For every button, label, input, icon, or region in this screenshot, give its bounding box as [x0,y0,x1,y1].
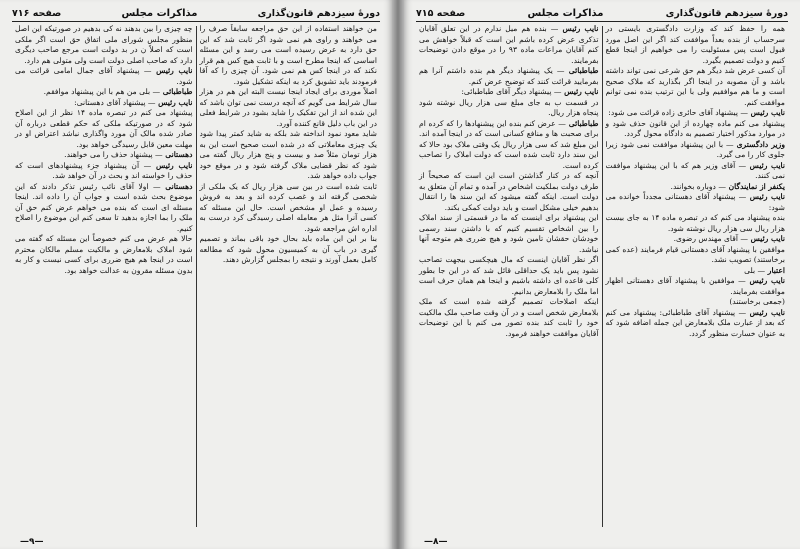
paragraph [15,108,193,150]
paragraph [15,24,193,66]
paragraph [15,182,193,235]
speaker-name: طباطبائی [565,118,599,128]
paragraph [419,171,599,213]
paragraph [606,161,786,182]
column-divider [196,26,197,527]
page-header [416,8,788,22]
speaker-name: یکنفر از نمایندگان [725,181,785,191]
text-columns [416,24,788,529]
page-folio: —۸— [424,537,448,547]
speaker-name: نایب رئیس [151,160,193,170]
paragraph [419,24,599,66]
paragraph-text: در قسمت ب به جای مبلغ سی هزار ریال نوشته شود پنجاه هزار ریال. [419,97,599,117]
paragraph-text: — یک پیشنهاد دیگر هم بنده داشتم آنرا هم بفرمایید قرائت کنند که توضیح عرض کنم. [419,66,599,86]
header-volume: دورهٔ سیزدهم قانون‌گذاری [257,8,380,19]
page-folio: —۹— [20,537,44,547]
paragraph-text: ثابت شده است در بین سی هزار ریال که یک ملکی از شخصی گرفته اند و غصب کرده اند و بعد به فروش رسیده و عمل او مشخص است. حال این مسئله که کسی آنرا مثل هر معامله اصلی رسیدگی کرد درست به اداره اش مراجعه شود. [199,181,377,233]
speaker-name: وزیر دادگستری [733,139,785,149]
column-left [416,24,602,529]
page-number: صفحه ۷۱۵ [416,8,466,19]
paragraph-text: — پیشنهاد آقای جمال امامی قرائت می شود. [15,66,193,86]
paragraph-text: — آقای وزیر هم که با این پیشنهاد موافقت نمی کنند. [605,160,785,180]
speaker-name: نایب رئیس [746,192,785,201]
paragraph-text: اگر نظر آقایان اینست که مال هیچکسی بیجهت تصاحب نشود پس باید یک حداقلی قائل شد که در این جا بطور کلی قاعده ای داشته باشیم و اینجا هم همان حرف است اما ملک را بلامعارض بدانیم. [419,255,599,296]
paragraph [15,150,193,161]
paragraph [15,87,193,98]
paragraph-text: (جمعی برخاستند) [729,297,785,306]
paragraph-text: حالا هم عرض می کنم خصوصاً این مسئله که گفته می شود املاک بلامعارض و مالکیت مسلم مالکان محترم است در اینجا هم هیچ ضرری برای کسی نیست و کار به بدون مسئله مقرون به عدالت خواهد بود. [15,234,193,275]
speaker-name: اعتبار [765,265,785,275]
paragraph-text: — آن پیشنهاد جزء پیشنهادهای است که حذف را خواسته اند و بحث در آن خواهد شد. [15,160,193,180]
paragraph-text: همه را حفظ کند که وزارت دادگستری بایستی در سرحساب از بنده بعداً موافقت کند اگر این اصل مورد قبول است پس مسئولیت را می خواهیم از اینجا قطع کنیم و دولت تصمیم بگیرد. [605,24,785,65]
paragraph [606,140,786,161]
paragraph-text: آن کسی عرض شد دیگر هم حق شرعی نمی تواند داشته باشد و آن مصوبه در اینجا اگر بگذارید که ملاک صحیح است و ما هم موافقیم ولی با این ترتیب بنده نمی توانم موافقت کنم. [605,66,785,107]
speaker-name: نایب رئیس [561,87,599,96]
page-header [12,8,380,22]
paragraph-text: من خواهند استفاده از این حق مراجعه سابقاً صرف را می خواهند و راوی هم نمی شود اگر ثابت شد که این حق دارد به عرض رسیده است می رسد و این مسئله اساسی که اینجا مطرح است و با ثابت هیچ کس هم قرار نکند که در اینجا کس هم نمی شود. آن چیزی را که آقا فرمودند باید تشویق کرد به اینکه تشکیل شود. [199,24,377,86]
paragraph [606,276,786,297]
speaker-name: نایب رئیس [745,276,786,285]
paragraph-text: پیشنهاد می کنم در تبصره ماده ۱۴ نظر از این اصلاح شود که در صورتیکه ملکی که حکم قطعی درباره آن صادر شده مالک آن مورد واگذاری نباشد اعتراض او در مهلت معین قابل رسیدگی خواهد بود. [15,108,193,149]
paragraph-text: — پیشنهاد آقای طباطبائی: پیشنهاد می کنم که بعد از عبارت ملک بلامعارض این جمله اضافه شود که به عنوان خسارت منظور گردد. [605,307,785,338]
paragraph [200,182,378,235]
paragraph-text: پیشنهاد می کنم ماده چهارده از این قانون حذف شود و در موارد مذکور اختیار تصمیم به دادگاه محول گردد. [605,118,785,138]
paragraph-text: — بلی من هم با این پیشنهاد موافقم. [43,87,161,96]
paragraph-text: شاید معود نمود انداخته شد بلکه به شاید کمتر پیدا شود یک چیزی معاملاتی که در شده است صحیح است این به هزار تومان مثلاً صد و بیست و پنج هزار ریال گفته می شود که نظر قضایی ملاک گرفته شود و در موقع خود جواب داده خواهد شد. [199,129,377,180]
paragraph-text: اصلاً موردی برای ایجاد اینجا نیست البته این هم در هزار سال شرایط می گویم که آنچه درست نمی توان باشد که این شده اند از این تفکیک را شاید بشود در شرایط فعلی در این باب دلیل قانع کننده آورد. [199,87,377,128]
paragraph-text: — عرض کنم بنده این پیشنهادها را که کرده ام برای صحبت ها و منافع کسانی است که در اینجا آمده اند. این مبلغ شد که سی هزار ریال یک وقتی ملاک بود حالا که این سند دارد ثابت شده است که دولت املاک را تصاحب کرده است. [419,118,599,170]
paragraph [15,161,193,182]
speaker-name: نایب رئیس [155,97,193,107]
left-page [0,0,392,549]
paragraph-text: — پیشنهاد آقای دهستانی مجدداً خوانده می شود: [605,192,785,212]
paragraph [606,213,786,234]
paragraph [200,24,378,87]
speaker-name: نایب رئیس [747,108,785,117]
column-divider [602,26,603,527]
column-left [12,24,196,529]
paragraph [419,98,599,119]
header-title: مذاکرات مجلس [121,8,198,19]
paragraph-text: این پیشنهاد برای اینست که ما در قسمتی از سند املاک را بین اشخاص تقسیم کنیم که با داشتن سند رسمی خودشان حقشان تامین شود و هیچ ضرری هم متوجه آنها نباشد. [419,213,599,254]
paragraph [606,266,786,277]
paragraph [419,119,599,172]
text-columns [12,24,380,529]
column-right [197,24,381,529]
speaker-name: دهستانی [160,181,193,191]
page-number: صفحه ۷۱۶ [12,8,62,19]
speaker-name: نایب رئیس [746,307,785,317]
paragraph [200,234,378,266]
paragraph-text: — دوباره بخوانند. [670,181,726,191]
paragraph-text: — اولا آقای نائب رئیس تذکر دادند که این موضوع بحث شده است و جواب آن را داده اند. اینجا مسئله ای است که بنده می خواهم عرض کنم حق آن ملک را بما اجازه بدهید تا سعی کنم این موضوع را اصلاح کنیم. [15,181,193,233]
paragraph [606,108,786,119]
paragraph [606,234,786,245]
paragraph-text: بنده پیشنهاد می کنم که در تبصره ماده ۱۴ به جای بیست هزار ریال سی هزار ریال نوشته شود. [605,213,785,233]
paragraph-text: — پیشنهاد دیگر آقای طباطبائی: [461,87,562,96]
paragraph [419,213,599,255]
paragraph-text: اینکه اصلاحات تصمیم گرفته شده است که ملک بلامعارض شخص است و در آن وقت صاحب ملک مالکیت خود را ثابت کند بنده تصور می کنم با این توضیحات آقایان موافقت خواهند فرمود. [419,297,599,338]
paragraph [606,182,786,193]
header-title: مذاکرات مجلس [527,8,604,19]
paragraph [15,98,193,109]
paragraph-text: بنا بر این این ماده باید بحال خود باقی بماند و تصمیم گیری در باب آن به کمیسیون محول شود که مطالعه کامل بعمل آورند و نتیجه را بمجلس گزارش دهند. [199,234,377,264]
paragraph-text: موافقین با پیشنهاد آقای دهستانی قیام فرمایند (عده کمی برخاستند) تصویب نشد. [605,244,785,264]
paragraph [606,66,786,108]
column-right [603,24,789,529]
paragraph [419,87,599,98]
speaker-name: طباطبائی [160,87,193,96]
paragraph [606,308,786,340]
paragraph [606,245,786,266]
paragraph [606,119,786,140]
paragraph [15,66,193,87]
paragraph [419,255,599,297]
paragraph-text: — بلی [744,265,766,275]
paragraph-text: چه چیزی را بین بدهند نه کی بدهیم در صورتیکه این اصل منظور مجلس شورای ملی اتفاق حق است اگر ملکی است که اصلاً ن در بد دولت است مرجع صاحب دیگری دارد که صاحب اصلی دولت است ولی متولی هم دارد. [15,24,193,65]
paragraph-text: — با این پیشنهاد موافقت نمی شود زیرا جلوی کار را می گیرد. [605,139,785,159]
paragraph-text: — پیشنهاد آقای حائری زاده قرائت می شود: [608,108,748,117]
paragraph [15,234,193,276]
paragraph [200,87,378,129]
paragraph-text: — پیشنهاد آقای دهستانی: [74,97,156,107]
speaker-name: دهستانی [162,150,193,159]
header-volume: دورهٔ سیزدهم قانون‌گذاری [665,8,788,19]
paragraph-text: — موافقین با پیشنهاد آقای دهستانی اظهار موافقت بفرمایند. [605,276,785,296]
paragraph [606,24,786,66]
speaker-name: نایب رئیس [151,66,193,75]
paragraph [419,297,599,339]
paragraph-text: — بنده هم میل ندارم در این تعلق آقایان تذکری عرض کرده باشم این است که قبلاً خواهش می کنم آقایان مراعات ماده ۹۳ را در موقع دادن توضیحات بفرمایند. [419,24,599,65]
speaker-name: نایب رئیس [558,24,599,33]
paragraph-text: — پیشنهاد حذف را می خواهند. [64,150,163,159]
paragraph-text: آنچه که در کنار گذاشتن است این است که صحیحاً از طرف دولت بملکیت اشخاص در آمده و تمام آن متعلق به دولت است. اینکه گفته میشود که این سند ها را انتقال بدهیم خیلی مشکل است و باید دولت کمکی بکند. [419,171,599,212]
speaker-name: نایب رئیس [746,160,785,170]
book-gutter [392,0,404,549]
paragraph [606,297,786,308]
paragraph-text: — آقای مهندس رضوی. [673,234,748,243]
speaker-name: نایب رئیس [747,234,785,243]
paragraph [419,66,599,87]
paragraph [200,129,378,182]
speaker-name: طباطبائی [564,66,599,75]
paragraph [606,192,786,213]
right-page [404,0,800,549]
